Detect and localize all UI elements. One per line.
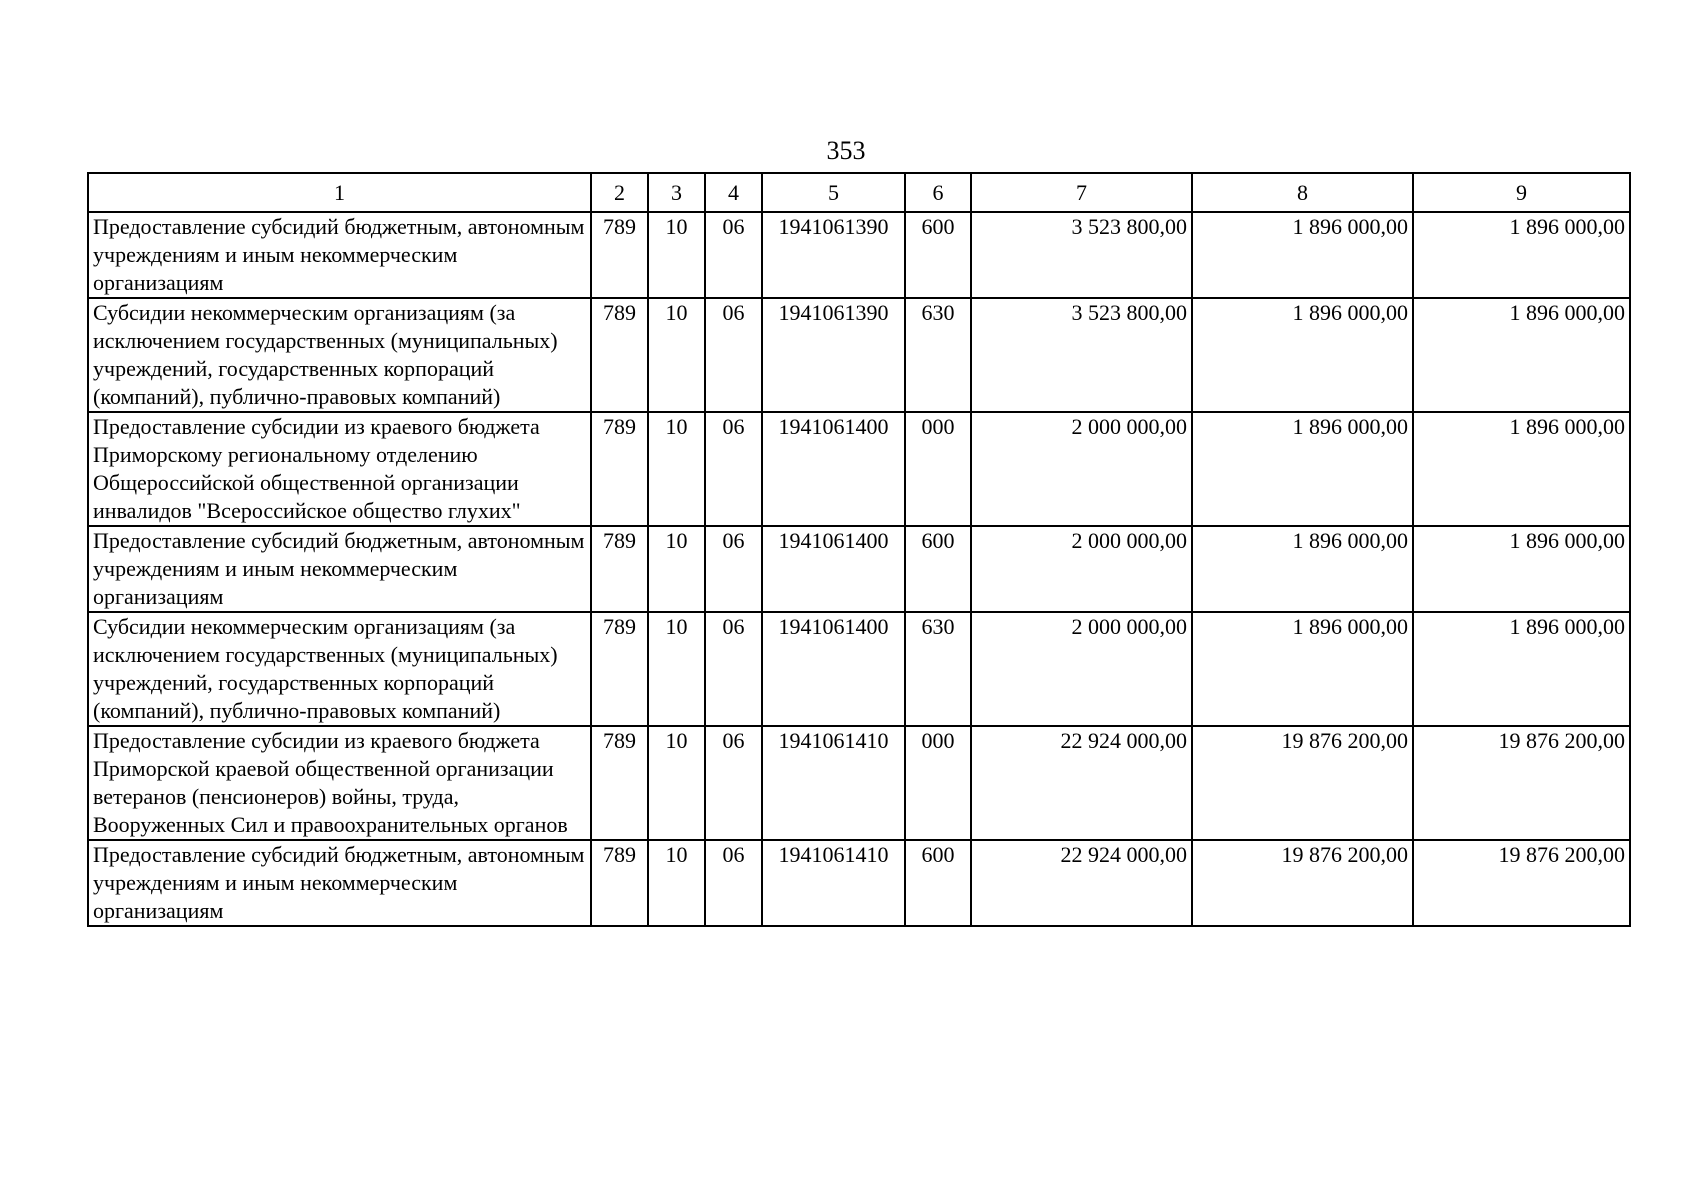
row-amount-cell: 2 000 000,00	[971, 526, 1192, 612]
row-code-cell: 630	[905, 298, 971, 412]
row-name-cell: Предоставление субсидий бюджетным, автономным учреждениям и иным некоммерческим организациям	[88, 212, 591, 298]
row-code-cell: 1941061410	[762, 726, 905, 840]
row-code-cell: 789	[591, 412, 648, 526]
table-row	[88, 412, 1630, 526]
row-code-cell: 06	[705, 726, 762, 840]
row-code-cell: 630	[905, 612, 971, 726]
row-code-cell: 1941061400	[762, 612, 905, 726]
row-code-cell: 789	[591, 526, 648, 612]
row-code-cell: 06	[705, 526, 762, 612]
row-amount-cell: 1 896 000,00	[1413, 212, 1630, 298]
table-row	[88, 840, 1630, 926]
row-code-cell: 600	[905, 212, 971, 298]
row-code-cell: 789	[591, 612, 648, 726]
row-amount-cell: 19 876 200,00	[1192, 840, 1413, 926]
header-cell: 1	[88, 173, 591, 212]
table-header	[88, 173, 1630, 212]
row-amount-cell: 2 000 000,00	[971, 412, 1192, 526]
row-amount-cell: 22 924 000,00	[971, 840, 1192, 926]
table-body	[88, 212, 1630, 926]
row-code-cell: 600	[905, 526, 971, 612]
row-code-cell: 1941061390	[762, 212, 905, 298]
row-amount-cell: 1 896 000,00	[1413, 526, 1630, 612]
row-code-cell: 10	[648, 412, 705, 526]
table-row	[88, 212, 1630, 298]
row-code-cell: 06	[705, 298, 762, 412]
page-number: 353	[826, 136, 866, 165]
row-amount-cell: 19 876 200,00	[1192, 726, 1413, 840]
row-amount-cell: 2 000 000,00	[971, 612, 1192, 726]
row-amount-cell: 19 876 200,00	[1413, 726, 1630, 840]
row-name-cell: Субсидии некоммерческим организациям (за исключением государственных (муниципальных) учреждений, государственных корпораций (компаний), публично-правовых компаний)	[88, 612, 591, 726]
row-amount-cell: 1 896 000,00	[1192, 612, 1413, 726]
row-code-cell: 1941061400	[762, 412, 905, 526]
row-code-cell: 10	[648, 212, 705, 298]
row-code-cell: 600	[905, 840, 971, 926]
row-code-cell: 10	[648, 298, 705, 412]
row-amount-cell: 22 924 000,00	[971, 726, 1192, 840]
row-name-cell: Предоставление субсидий бюджетным, автономным учреждениям и иным некоммерческим организациям	[88, 526, 591, 612]
row-amount-cell: 3 523 800,00	[971, 212, 1192, 298]
row-amount-cell: 1 896 000,00	[1192, 212, 1413, 298]
header-cell: 5	[762, 173, 905, 212]
header-cell: 2	[591, 173, 648, 212]
row-amount-cell: 1 896 000,00	[1413, 298, 1630, 412]
row-name-cell: Предоставление субсидии из краевого бюджета Приморской краевой общественной организации ветеранов (пенсионеров) войны, труда, Вооруженных Сил и правоохранительных органов	[88, 726, 591, 840]
row-amount-cell: 1 896 000,00	[1413, 412, 1630, 526]
row-amount-cell: 3 523 800,00	[971, 298, 1192, 412]
row-code-cell: 06	[705, 840, 762, 926]
header-cell: 8	[1192, 173, 1413, 212]
header-cell: 7	[971, 173, 1192, 212]
row-code-cell: 000	[905, 726, 971, 840]
row-code-cell: 10	[648, 612, 705, 726]
row-code-cell: 789	[591, 840, 648, 926]
row-code-cell: 06	[705, 612, 762, 726]
row-amount-cell: 19 876 200,00	[1413, 840, 1630, 926]
header-cell: 4	[705, 173, 762, 212]
row-code-cell: 789	[591, 212, 648, 298]
row-code-cell: 10	[648, 840, 705, 926]
header-cell: 3	[648, 173, 705, 212]
header-cell: 9	[1413, 173, 1630, 212]
row-code-cell: 1941061390	[762, 298, 905, 412]
row-code-cell: 10	[648, 726, 705, 840]
row-code-cell: 000	[905, 412, 971, 526]
header-cell: 6	[905, 173, 971, 212]
table-row	[88, 526, 1630, 612]
row-name-cell: Предоставление субсидии из краевого бюджета Приморскому региональному отделению Общероссийской общественной организации инвалидов "Всероссийское общество глухих"	[88, 412, 591, 526]
table-row	[88, 298, 1630, 412]
row-code-cell: 06	[705, 412, 762, 526]
row-code-cell: 1941061400	[762, 526, 905, 612]
row-code-cell: 789	[591, 298, 648, 412]
budget-table	[87, 172, 1631, 927]
row-code-cell: 10	[648, 526, 705, 612]
table-row	[88, 726, 1630, 840]
row-code-cell: 1941061410	[762, 840, 905, 926]
row-amount-cell: 1 896 000,00	[1413, 612, 1630, 726]
table-row	[88, 612, 1630, 726]
row-amount-cell: 1 896 000,00	[1192, 412, 1413, 526]
row-amount-cell: 1 896 000,00	[1192, 526, 1413, 612]
row-name-cell: Субсидии некоммерческим организациям (за исключением государственных (муниципальных) учреждений, государственных корпораций (компаний), публично-правовых компаний)	[88, 298, 591, 412]
row-name-cell: Предоставление субсидий бюджетным, автономным учреждениям и иным некоммерческим организациям	[88, 840, 591, 926]
header-row	[88, 173, 1630, 212]
row-amount-cell: 1 896 000,00	[1192, 298, 1413, 412]
row-code-cell: 789	[591, 726, 648, 840]
row-code-cell: 06	[705, 212, 762, 298]
